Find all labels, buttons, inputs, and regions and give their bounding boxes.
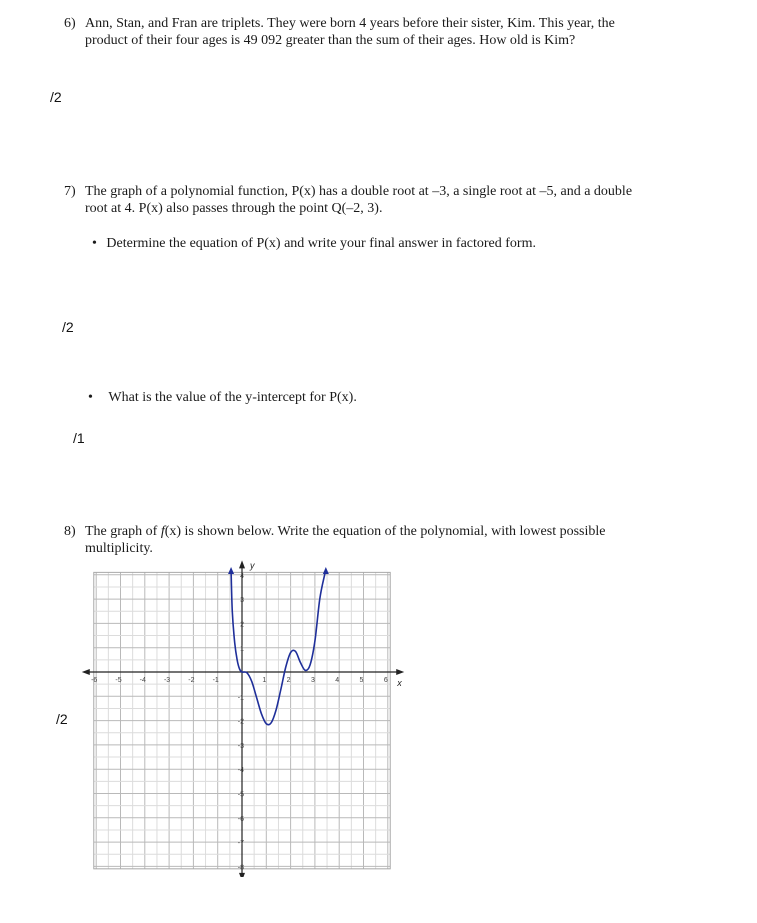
- curve-arrow-right: [323, 567, 329, 574]
- x-axis-arrow-left: [82, 669, 90, 675]
- question-7-bullet-2-text: What is the value of the y-intercept for P(x).: [108, 390, 357, 405]
- question-6-number: 6): [64, 16, 76, 31]
- question-7-bullet-1: [92, 235, 692, 252]
- question-8-number: 8): [64, 524, 76, 539]
- question-7: [64, 183, 744, 219]
- bullet-dot: •: [92, 236, 97, 251]
- question-6-text-line1: Ann, Stan, and Fran are triplets. They were born 4 years before their sister, Kim. This year, the: [85, 16, 615, 31]
- y-tick-label: 4: [240, 572, 244, 580]
- y-tick-label: -5: [237, 791, 244, 799]
- y-tick-label: 3: [240, 597, 244, 605]
- question-6: [64, 15, 744, 51]
- curve-arrow-left: [228, 567, 234, 574]
- question-7-text-line1: The graph of a polynomial function, P(x) has a double root at –3, a single root at –5, and a double: [85, 184, 633, 199]
- question-7-marks-2: /1: [73, 430, 85, 446]
- question-7-text-line2: root at 4. P(x) also passes through the point Q(–2, 3).: [85, 201, 383, 216]
- x-tick-label: 2: [286, 677, 291, 684]
- question-8-function-arg: (x): [164, 524, 182, 539]
- x-tick-label: 4: [335, 677, 340, 684]
- x-tick-label: 5: [359, 677, 364, 684]
- y-axis-label: y: [250, 560, 255, 571]
- x-axis-arrow-right: [396, 669, 404, 675]
- y-tick-label: -3: [237, 742, 244, 750]
- question-6-text-line2: product of their four ages is 49 092 greater than the sum of their ages. How old is Kim?: [85, 33, 576, 48]
- y-axis-arrow-up: [239, 560, 245, 568]
- x-tick-label: -1: [212, 677, 219, 684]
- question-6-marks: /2: [50, 89, 62, 105]
- question-8-text-line2: multiplicity.: [85, 541, 153, 556]
- question-7-bullet-1-text: Determine the equation of P(x) and write your final answer in factored form.: [106, 236, 536, 251]
- question-8-text-pre: The graph of: [85, 524, 161, 539]
- bullet-dot: •: [88, 390, 93, 405]
- question-7-number: 7): [64, 184, 76, 199]
- tick-labels: [91, 560, 402, 871]
- question-8-function-name: f: [160, 524, 165, 539]
- y-tick-label: -7: [237, 840, 244, 848]
- y-tick-label: -2: [237, 718, 244, 726]
- question-7-marks-1: /2: [62, 319, 74, 335]
- y-tick-label: -8: [237, 864, 244, 872]
- y-axis-arrow-down: [239, 873, 245, 877]
- question-7-bullet-2: [88, 389, 688, 406]
- x-tick-label: -3: [163, 677, 171, 684]
- x-tick-label: -4: [139, 677, 146, 684]
- y-tick-label: -4: [237, 767, 244, 775]
- y-tick-label: 1: [240, 645, 244, 653]
- x-tick-label: 6: [383, 677, 388, 684]
- polynomial-graph: [80, 552, 410, 877]
- x-tick-label: 3: [310, 677, 315, 684]
- y-tick-label: -1: [237, 694, 244, 702]
- question-8-text-post: is shown below. Write the equation of the polynomial, with lowest possible: [181, 524, 606, 539]
- question-8-marks: /2: [56, 711, 68, 727]
- question-8-text-line1: [85, 523, 605, 540]
- x-tick-label: -5: [115, 677, 122, 684]
- x-tick-label: 1: [262, 677, 267, 684]
- x-tick-label: -6: [91, 677, 98, 684]
- x-tick-label: -2: [188, 677, 195, 684]
- x-axis-label: x: [397, 678, 402, 688]
- y-tick-label: -6: [237, 815, 244, 823]
- y-tick-label: 2: [240, 621, 244, 629]
